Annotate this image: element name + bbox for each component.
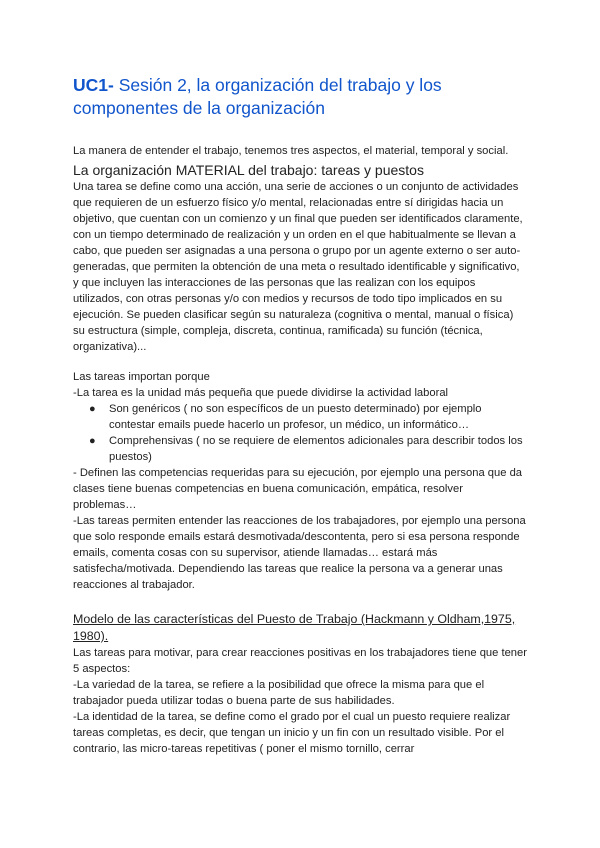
bullet-dot-icon: ● (89, 435, 96, 447)
title-lead: UC1- (73, 75, 114, 95)
document-title (73, 74, 528, 120)
tasks-point-smallest-unit: -La tarea es la unidad más pequeña que puede dividirse la actividad laboral (73, 387, 449, 399)
bullet-dot-icon: ● (89, 403, 96, 415)
model-intro-paragraph: Las tareas para motivar, para crear reacciones positivas en los trabajadores tiene que tener 5 aspectos: (73, 647, 527, 675)
section-heading-material: La organización MATERIAL del trabajo: tareas y puestos (73, 162, 424, 178)
bullet-text: Son genéricos ( no son específicos de un puesto determinado) por ejemplo contestar emails puede hacerlo un profesor, un médico, un informático… (109, 403, 482, 431)
bullet-text: Comprehensivas ( no se requiere de elementos adicionales para describir todos los puestos) (109, 435, 523, 463)
intro-paragraph: La manera de entender el trabajo, tenemos tres aspectos, el material, temporal y social. (73, 145, 509, 157)
tasks-point-competencias: - Definen las competencias requeridas para su ejecución, por ejemplo una persona que da clases tiene buenas competencias en buena comunicación, empática, resolver problemas… (73, 467, 523, 511)
title-rest: Sesión 2, la organización del trabajo y los componentes de la organización (73, 75, 442, 118)
tasks-bullet-list (73, 401, 528, 465)
model-section-title: Modelo de las características del Puesto de Trabajo (Hackmann y Oldham,1975, 1980). (73, 612, 516, 643)
model-variedad-paragraph: -La variedad de la tarea, se refiere a la posibilidad que ofrece la misma para que el trabajador pueda utilizar todas o buena parte de sus habilidades. (73, 679, 485, 707)
bullet-item-genericos (89, 401, 528, 433)
model-identidad-paragraph: -La identidad de la tarea, se define como el grado por el cual un puesto requiere realizar tareas completas, es decir, que tengan un inicio y un fin con un resultado visible. Por el contrario, las micro-tareas repetitivas ( poner el mismo tornillo, cerrar (73, 711, 511, 755)
bullet-item-comprehensivas (89, 433, 528, 465)
tasks-point-reacciones: -Las tareas permiten entender las reacciones de los trabajadores, por ejemplo una persona que solo responde emails estará desmotivada/descontenta, pero si esa persona responde emails, comenta cosas con su supervisor, atiende llamadas… estará más satisfecha/motivada. Dependiendo las tareas que realice la persona va a generar unas reacciones al trabajador. (73, 515, 526, 591)
tasks-heading: Las tareas importan porque (73, 371, 210, 383)
paragraph-gap (73, 355, 528, 369)
task-definition-paragraph: Una tarea se define como una acción, una serie de acciones o un conjunto de actividades que requieren de un esfuerzo físico y/o mental, relacionadas entre sí dirigidas hacia un objetivo, que cuentan con un comienzo y un final que pueden ser identificados claramente, con un tiempo determinado de realización y un orden en el que habitualmente se llevan a cabo, que pueden ser asignadas a una persona o grupo por un agente externo o ser auto-generadas, que permiten la obtención de una meta o resultado identificable y significativo, y que incluyen las interacciones de las personas que las realizan con los equipos utilizados, con otras personas y/o con medios y recursos de todo tipo implicados en su ejecución. Se pueden clasificar según su naturaleza (cognitiva o mental, manual o física) su estructura (simple, compleja, discreta, continua, ramificada) su función (técnica, organizativa)... (73, 181, 523, 353)
